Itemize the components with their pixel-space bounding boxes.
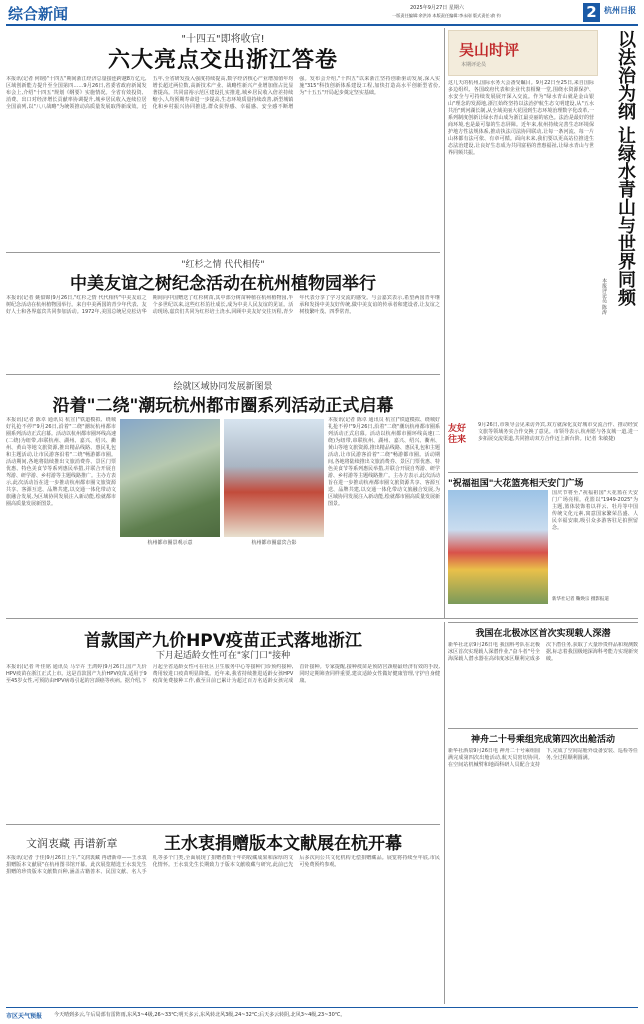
shenzhou-body: 新华社酒泉9月26日电 神舟二十号乘组圆满完成第四次出舱活动,航天员密切协同,在空间站机械臂和地面科研人员配合支持下,完成了空间站舱外设备安装、巡检等任务,全过程顺利圆满。 bbox=[448, 748, 638, 768]
divider-2 bbox=[6, 374, 440, 375]
masthead-date: 2025年9月27日 星期六 bbox=[410, 5, 464, 11]
commentary-headline: 以法治为纲 让绿水青山与世界同频 bbox=[615, 30, 636, 307]
friendly-exchange-label: 友好往来 bbox=[448, 424, 467, 445]
masthead-editors: 一版责任编辑:余洪涛 本版责任编辑:李永刚 版式责任:俞 钧 bbox=[392, 13, 501, 18]
commentary-column-sub: 本期评论员 bbox=[461, 62, 487, 68]
page-number: 2 bbox=[586, 3, 597, 21]
exhibition-headline: 王水衷捐赠版本文献展在杭开幕 bbox=[164, 834, 402, 854]
weather-label: 市区天气预报 bbox=[6, 1013, 43, 1020]
hpv-subheadline: 下月起适龄女性可在"家门口"接种 bbox=[155, 651, 291, 661]
section-title: 综合新闻 bbox=[8, 5, 69, 23]
brief-shenzhou bbox=[448, 732, 638, 1004]
page-number-box bbox=[583, 3, 600, 22]
article-hpv bbox=[6, 622, 440, 822]
metro-loop-body-left: 本报讯(记者 陈卓 通讯员 杭宣)"铁道模拟、绕城好礼抢不停!"9月26日,沿着"二绕"潮玩杭州都市圈系列活动正式启幕。活动以杭州都市圈环线高速(二绕)为纽带,串联杭州、湖州、嘉兴、绍兴、衢州、黄山等地文旅资源,推出精品线路、惠民礼包和主题活动,让市民游客沿着"二绕"畅游都市圈。活动期间,各地将陆续推出文旅消费券、景区门票优惠、特色美食节等系列惠民举措,并联合开展自驾游、研学游、乡村游等主题线路推广。主办方表示,此次活动旨在进一步推动杭州都市圈文旅资源共享、客源互送、品牌共建,以交通一体化带动文旅融合发展,为区域协同发展注入新动能,绘就都市圈高质量发展新图景。 bbox=[6, 417, 116, 507]
friendly-exchange-body: 9月26日,市领导会见来访外宾,双方就深化友好城市交流合作、推动经贸文旅等领域务实合作交换了意见。市领导表示,杭州愿与各友城一道,进一步拓展交流渠道,共同推动双方合作迈上新台阶。(记者 朱敏捷) bbox=[478, 422, 638, 442]
article-top-kicker: "十四五"即将收官! bbox=[181, 34, 265, 45]
metro-loop-photo-1 bbox=[120, 419, 220, 537]
exhibition-body: 本报讯(记者 于佳)9月26日上午,"文润衷藏 再谱新章——王水衷捐赠版本文献展"在杭州图书馆开幕。此次展览精选王水衷先生捐赠的珍贵版本文献数百种,涵盖古籍善本、民国文献、名人手札等多个门类,全面展现了捐赠者数十年的收藏成果和深厚的文化情怀。王水衷先生长期致力于版本文献收藏与研究,此前已先后多次向公共文化机构无偿捐赠藏品。展览将持续至年底,市民可免费预约参观。 bbox=[6, 855, 440, 875]
exhibition-kicker: 文润衷藏 再谱新章 bbox=[26, 837, 118, 850]
friendly-exchange bbox=[448, 422, 638, 470]
metro-loop-photo-1-caption: 杭州都市圈景观示意 bbox=[147, 540, 193, 546]
shenzhou-headline: 神舟二十号乘组完成第四次出舱活动 bbox=[470, 735, 615, 745]
metro-loop-headline: 沿着"二绕"潮玩杭州都市圈系列活动正式启幕 bbox=[52, 396, 394, 416]
metro-loop-photo-2-caption: 杭州都市圈嘉宾合影 bbox=[251, 540, 297, 546]
metro-loop-photo-2 bbox=[224, 419, 324, 537]
article-friendship-tree bbox=[6, 255, 440, 373]
divider-sidebar-v2 bbox=[444, 622, 445, 1004]
metro-loop-kicker: 绘就区域协同发展新图景 bbox=[173, 382, 273, 392]
commentary-header bbox=[448, 30, 598, 76]
arctic-dive-body: 新华社北京9月26日电 我国科考队在北极冰区首次实现载人深潜作业,"奋斗者"号全海深载人潜水器在高纬度冰区顺利完成多次下潜任务,获取了大量珍贵样品和观测数据,标志着我国极地深海科考能力实现新突破。 bbox=[448, 642, 638, 662]
weather-footer bbox=[6, 1007, 638, 1021]
hpv-body: 本报讯(记者 叶佳铭 通讯员 马辛卉 王鸿婷)9月26日,国产九价HPV疫苗在浙江正式上市。这是首款国产九价HPV疫苗,适用于9至45岁女性,可预防由HPV病毒引起的宫颈癌等疾病。据介绍,下月起全省适龄女性可在社区卫生服务中心等接种门诊预约接种,费用较进口疫苗明显降低。近年来,我省持续推进适龄女孩HPV疫苗免费接种工作,截至目前已累计为超过百万名适龄女孩完成首针接种。专家提醒,接种疫苗是预防宫颈癌最经济有效的手段,同时定期筛查同样重要,建议适龄女性做好健康管理,守护自身健康。 bbox=[6, 664, 440, 684]
article-top-headline: 六大亮点交出浙江答卷 bbox=[107, 48, 338, 73]
photo-news bbox=[448, 476, 638, 618]
divider-brief bbox=[448, 728, 638, 729]
flower-basket-photo bbox=[448, 490, 548, 604]
article-top-body: 本报讯(记者 何钢)"十四五"期间浙江经济总量接连跨越8万亿元,区域创新能力提升至全国第四……9月26日,省委省政府新闻发布会上,介绍"十四五"规划《纲要》实施情况。全省有效投资、消费、出口对经济增长贡献率协调提升,城乡居民收入连续位居全国前列,以"八八战略"为统领推动高质量发展取得新成效。近五年,全省研发投入强度持续提高,数字经济核心产业增加值年均增长超过两位数,高新技术产业、战略性新兴产业增加值占比显著提高。共同富裕示范区建设扎实推进,城乡居民收入倍差持续缩小,人均预期寿命进一步提高,生态环境质量持续改善,新型城镇化和乡村振兴协同推进,群众获得感、幸福感、安全感不断增强。发布会介绍,"十四五"以来浙江坚持创新驱动发展,深入实施"315"科技创新体系建设工程,加快打造高水平创新型省份,为"十五五"开局起步奠定坚实基础。 bbox=[6, 76, 440, 110]
friendship-kicker: "红杉之情 代代相传" bbox=[181, 260, 265, 270]
masthead bbox=[0, 0, 644, 26]
commentary-sidebar bbox=[448, 30, 638, 420]
commentary-body: 这几天的杭州,国际水务大会备受瞩目。9月22日至25日,来自国际多边组织、各国政府代表和企业代表相聚一堂,围绕水资源保护、水安全与可持续发展展开深入交流。作为"绿水青山就是金山银山"理念的发源地,浙江始终坚持以法治护航生态文明建设,从"五水共治"到河湖长制,从全域美丽大花园到生态环境治理数字化改革,一系列制度创新让绿水青山成为浙江最亮丽的底色。法治是最好的营商环境,也是最可靠的生态屏障。近年来,杭州持续完善生态环境保护地方性法规体系,推动执法司法协同联动,让每一条河流、每一片山林都有法可依、有章可循。面向未来,我们要以更高站位推进生态法治建设,让良好生态成为共同富裕的普惠福祉,让绿水青山与世界同频共振。 bbox=[448, 80, 594, 156]
photo-news-body: 国庆节将至,"祝福祖国"大花篮在天安门广场亮相。花篮以"1949-2025"为主题,篮体装饰着以祥云、牡丹等中国传统文化元素,寓意国家繁荣昌盛、人民幸福安康,吸引众多游客驻足拍照留念。 bbox=[552, 490, 638, 531]
article-metro-loop bbox=[6, 377, 440, 617]
hpv-headline: 首款国产九价HPV疫苗正式落地浙江 bbox=[84, 631, 362, 651]
divider-sidebar-v bbox=[444, 28, 445, 618]
brief-arctic-dive bbox=[448, 626, 638, 726]
divider-1 bbox=[6, 252, 440, 253]
friendship-body: 本报讯(记者 姚似锦)9月26日,"红杉之情 代代相传"中美友谊之树纪念活动在杭州植物园举行。来自中美两国的青少年代表、友好人士和各界嘉宾共同参加活动。1972年,美国总统尼克松访华期间向中国赠送了红杉树苗,其中部分树苗种植在杭州植物园,半个多世纪以来,这些红杉茁壮成长,成为中美人民友谊的见证。活动现场,嘉宾们共同为红杉培土浇水,回顾中美友好交往历程,青少年代表分享了学习交流的感受。与会嘉宾表示,希望两国青年继承和发扬中美友好传统,做中美友谊的传承者和建设者,让友谊之树枝繁叶茂、四季常青。 bbox=[6, 295, 440, 315]
divider-4 bbox=[6, 824, 440, 825]
weather-text: 今天晴到多云,午后局部有雷阵雨,东风3~4级,26~33℃;明天多云,东风转北风3级,24~32℃;后天多云转阴,北风3~4级,23~30℃。 bbox=[54, 1012, 346, 1018]
commentary-author: 本报评论员 陈涛 bbox=[601, 278, 607, 315]
paper-logo: 杭州日报 bbox=[604, 5, 636, 15]
friendship-headline: 中美友谊之树纪念活动在杭州植物园举行 bbox=[70, 274, 376, 294]
photo-news-credit: 新华社记者 鞠焕宗 摄影报道 bbox=[552, 597, 609, 602]
masthead-rule bbox=[6, 24, 638, 26]
article-top bbox=[6, 28, 440, 252]
article-exhibition bbox=[6, 827, 440, 1005]
metro-loop-body-right: 本报讯(记者 陈卓 通讯员 杭宣)"铁道模拟、绕城好礼抢不停!"9月26日,沿着"二绕"潮玩杭州都市圈系列活动正式启幕。活动以杭州都市圈环线高速(二绕)为纽带,串联杭州、湖州、嘉兴、绍兴、衢州、黄山等地文旅资源,推出精品线路、惠民礼包和主题活动,让市民游客沿着"二绕"畅游都市圈。活动期间,各地将陆续推出文旅消费券、景区门票优惠、特色美食节等系列惠民举措,并联合开展自驾游、研学游、乡村游等主题线路推广。主办方表示,此次活动旨在进一步推动杭州都市圈文旅资源共享、客源互送、品牌共建,以交通一体化带动文旅融合发展,为区域协同发展注入新动能,绘就都市圈高质量发展新图景。 bbox=[328, 417, 440, 507]
divider-3 bbox=[6, 618, 638, 619]
photo-news-headline: "祝福祖国"大花篮亮相天安门广场 bbox=[448, 479, 584, 489]
commentary-column-title: 吴山时评 bbox=[459, 41, 520, 59]
divider-sidebar-h2 bbox=[448, 622, 638, 623]
divider-sidebar-h1 bbox=[448, 472, 638, 473]
arctic-dive-headline: 我国在北极冰区首次实现载人深潜 bbox=[475, 629, 611, 639]
